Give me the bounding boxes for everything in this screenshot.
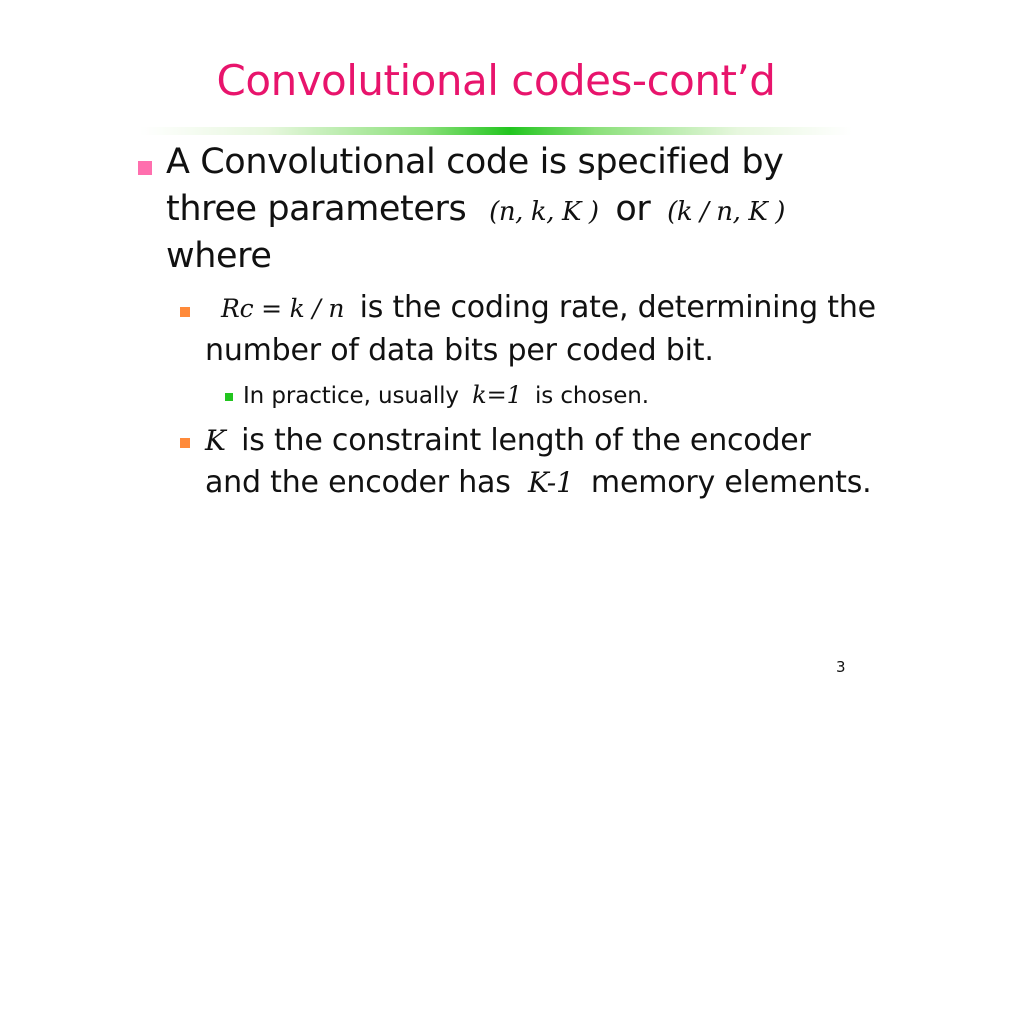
bullet3-line1: [243, 381, 649, 409]
bullet1-line1: A Convolutional code is specified by: [166, 142, 784, 182]
bullet1-or: or: [615, 189, 651, 229]
bullet1-line2: [166, 189, 785, 229]
bullet-square-icon: [225, 393, 233, 401]
bullet2-math: Rc = k / n: [221, 294, 345, 323]
bullet4-line2: [205, 465, 871, 500]
bullet2-line2: number of data bits per coded bit.: [205, 333, 714, 368]
bullet1-line3: where: [166, 236, 272, 276]
bullet4-math-b: K-1: [528, 466, 574, 499]
bullet1-text-a: three parameters: [166, 189, 467, 229]
bullet4-text-b-1: and the encoder has: [205, 465, 511, 500]
bullet4-math-a: K: [205, 424, 226, 457]
bullet1-math-1: (n, k, K ): [489, 197, 599, 227]
page-number: 3: [836, 658, 846, 676]
bullet4-line1: [205, 423, 811, 458]
bullet3-text-a: In practice, usually: [243, 383, 459, 409]
bullet1-math-2: (k / n, K ): [667, 197, 786, 227]
bullet4-text-a: is the constraint length of the encoder: [241, 423, 811, 458]
bullet3-math: k=1: [472, 381, 522, 409]
title-divider: [140, 127, 852, 135]
bullet-square-icon: [180, 438, 190, 448]
bullet4-text-b-2: memory elements.: [590, 465, 872, 500]
bullet-square-icon: [138, 161, 152, 175]
bullet2-text-a: is the coding rate, determining the: [359, 290, 876, 325]
slide-title: Convolutional codes-cont’d: [216, 56, 776, 105]
bullet-square-icon: [180, 307, 190, 317]
bullet2-line1: [205, 290, 876, 325]
bullet3-text-b: is chosen.: [534, 383, 649, 409]
